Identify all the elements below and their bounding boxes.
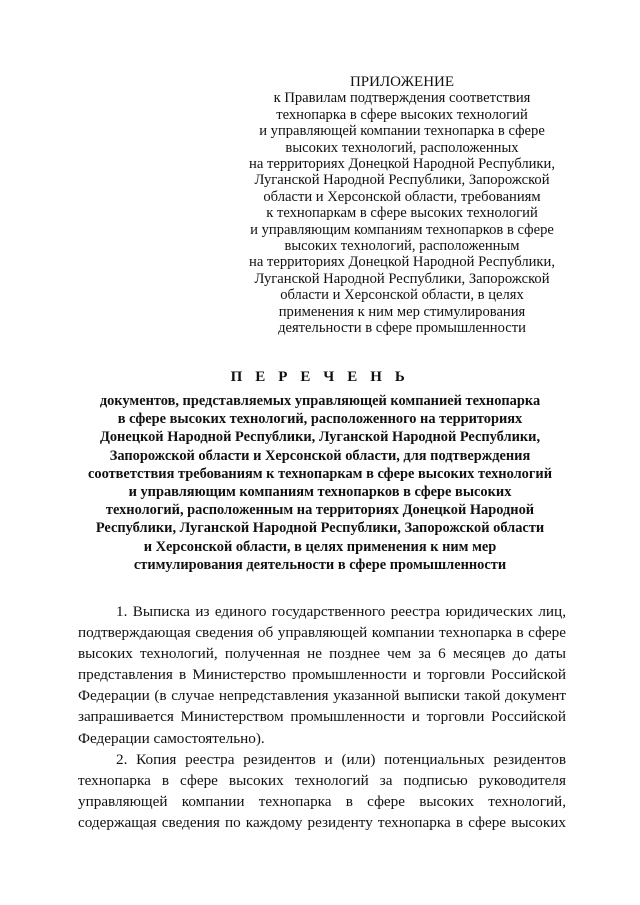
subtitle-line: и управляющим компаниям технопарков в сфере высоких: [128, 484, 512, 501]
appendix-heading: ПРИЛОЖЕНИЕ: [349, 74, 455, 90]
paragraph-line: 1. Выписка из единого государственного реестра юридических лиц,: [116, 603, 566, 620]
appendix-line: деятельности в сфере промышленности: [278, 320, 526, 337]
paragraph-line: технопарка в сфере высоких технологий за подписью руководителя: [78, 771, 566, 789]
subtitle-line: в сфере высоких технологий, расположенного на территориях: [117, 411, 523, 428]
list-item-1: [78, 601, 566, 749]
subtitle-line: Запорожской области и Херсонской области, для подтверждения: [109, 447, 531, 464]
appendix-line: и управляющим компаниям технопарков в сфере: [250, 221, 554, 238]
subtitle-line: соответствия требованиям к технопаркам в сфере высоких технологий: [88, 465, 552, 482]
subtitle-line: Республики, Луганской Народной Республики, Запорожской области: [95, 520, 545, 537]
paragraph-line: высоких технологий, полученная не позднее чем за 6 месяцев до даты: [78, 645, 566, 663]
paragraph-line: Федерации самостоятельно).: [78, 729, 265, 747]
paragraph-line: представления в Министерство промышленности и торговли Российской: [78, 666, 566, 684]
appendix-block: [232, 74, 572, 337]
appendix-line: Луганской Народной Республики, Запорожской: [254, 172, 550, 189]
appendix-line: Луганской Народной Республики, Запорожской: [254, 270, 550, 287]
appendix-line: области и Херсонской области, в целях: [280, 287, 524, 304]
paragraph-line: Федерации (в случае непредставления указанной выписки такой документ: [78, 687, 566, 705]
list-subtitle: [70, 392, 570, 574]
document-body: [78, 601, 566, 833]
appendix-line: высоких технологий, расположенным: [284, 238, 520, 255]
list-title: П Е Р Е Ч Е Н Ь: [230, 369, 410, 385]
list-item-2: [78, 749, 566, 833]
subtitle-line: Донецкой Народной Республики, Луганской Народной Республики,: [99, 429, 541, 446]
paragraph-line: содержащая сведения по каждому резиденту технопарка в сфере высоких: [78, 813, 566, 831]
appendix-line: применения к ним мер стимулирования: [278, 303, 526, 320]
subtitle-line: стимулирования деятельности в сфере промышленности: [133, 556, 507, 573]
paragraph-line: 2. Копия реестра резидентов и (или) потенциальных резидентов: [116, 750, 566, 768]
appendix-line: на территориях Донецкой Народной Республики,: [249, 156, 555, 173]
appendix-line: и управляющей компании технопарка в сфере: [259, 123, 545, 140]
subtitle-line: документов, представляемых управляющей компанией технопарка: [99, 393, 541, 409]
appendix-line: к технопаркам в сфере высоких технологий: [266, 205, 538, 222]
paragraph-line: запрашивается Министерством промышленности и торговли Российской: [78, 708, 566, 726]
appendix-line: к Правилам подтверждения соответствия: [273, 90, 531, 107]
subtitle-line: технологий, расположенным на территориях Донецкой Народной: [105, 502, 535, 519]
paragraph-line: подтверждающая сведения об управляющей компании технопарка в сфере: [78, 624, 566, 642]
appendix-line: технопарка в сфере высоких технологий: [276, 106, 528, 123]
appendix-line: на территориях Донецкой Народной Республики,: [249, 254, 555, 271]
subtitle-line: и Херсонской области, в целях применения к ним мер: [143, 538, 497, 555]
appendix-line: области и Херсонской области, требованиям: [263, 188, 541, 205]
paragraph-line: управляющей компании технопарка в сфере высоких технологий,: [78, 792, 566, 810]
appendix-line: высоких технологий, расположенных: [285, 139, 519, 156]
